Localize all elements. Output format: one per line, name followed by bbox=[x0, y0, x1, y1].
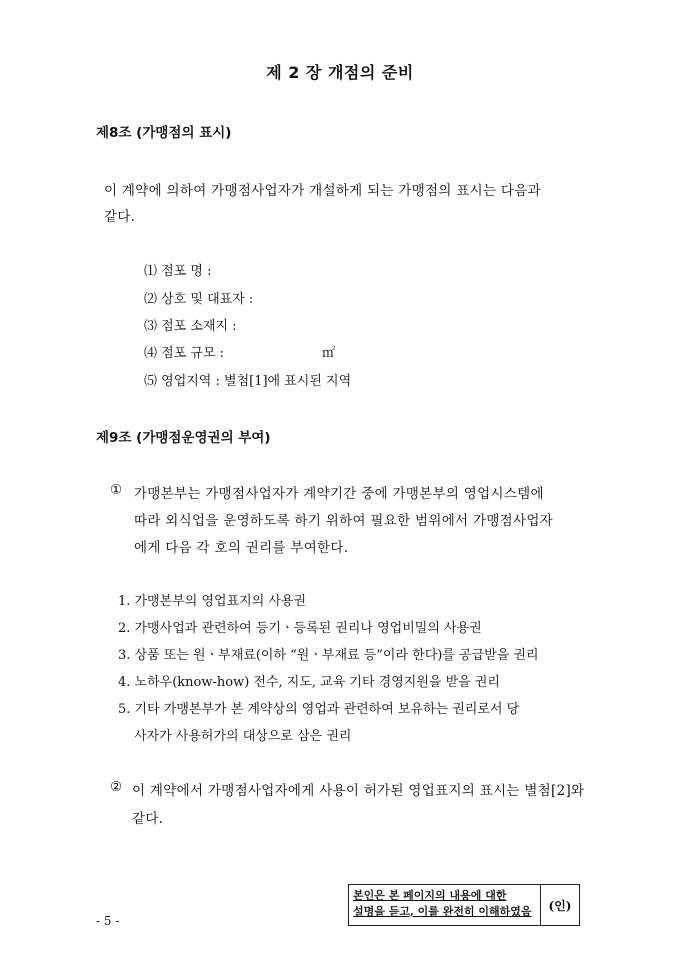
right-4: 4. 노하우(know-how) 전수, 지도, 교육 기타 경영지원을 받을 권리 bbox=[118, 675, 500, 690]
clause-2-line-2: 같다. bbox=[132, 811, 164, 827]
clause-1-line-3: 에게 다음 각 호의 권리를 부여한다. bbox=[134, 540, 349, 556]
article-8-paragraph-line-2: 같다. bbox=[104, 209, 136, 225]
right-5: 5. 기타 가맹본부가 본 계약상의 영업과 관련하여 보유하는 권리로서 당 bbox=[118, 702, 520, 717]
clause-1-marker: ① bbox=[110, 482, 123, 498]
article-8-item-territory: ⑸ 영업지역 : 별첨[1]에 표시된 지역 bbox=[144, 374, 352, 389]
confirmation-statement bbox=[349, 885, 541, 925]
article-9-heading: 제9조 (가맹점운영권의 부여) bbox=[96, 430, 271, 446]
confirmation-box bbox=[348, 884, 580, 926]
article-8-item-size: ⑷ 점포 규모 : bbox=[144, 346, 225, 361]
right-2: 2. 가맹사업과 관련하여 등기ㆍ등록된 권리나 영업비밀의 사용권 bbox=[118, 621, 482, 636]
article-8-heading: 제8조 (가맹점의 표시) bbox=[96, 125, 232, 141]
article-8-item-trade-name: ⑵ 상호 및 대표자 : bbox=[144, 292, 254, 307]
confirmation-line-2: 설명을 듣고, 이를 완전히 이해하였음 bbox=[353, 905, 532, 918]
right-5-continuation: 사자가 사용허가의 대상으로 삼은 권리 bbox=[134, 729, 352, 744]
clause-2-line-1: 이 계약에서 가맹점사업자에게 사용이 허가된 영업표지의 표시는 별첨[2]와 bbox=[132, 783, 585, 799]
clause-1-line-2: 따라 외식업을 운영하도록 하기 위하여 필요한 범위에서 가맹점사업자 bbox=[134, 513, 554, 529]
article-8-item-location: ⑶ 점포 소재지 : bbox=[144, 319, 237, 334]
article-8-paragraph-line-1: 이 계약에 의하여 가맹점사업자가 개설하게 되는 가맹점의 표시는 다음과 bbox=[104, 183, 541, 199]
right-1: 1. 가맹본부의 영업표지의 사용권 bbox=[118, 594, 307, 609]
chapter-title: 제 2 장 개점의 준비 bbox=[266, 63, 414, 82]
right-3: 3. 상품 또는 원ㆍ부재료(이하 “원ㆍ부재료 등”이라 한다)를 공급받을 권리 bbox=[118, 648, 539, 663]
square-meter-unit: ㎡ bbox=[322, 346, 336, 361]
page-number: - 5 - bbox=[96, 914, 120, 928]
clause-2-marker: ② bbox=[110, 779, 123, 795]
confirmation-line-1: 본인은 본 페이지의 내용에 대한 bbox=[353, 889, 507, 902]
article-8-item-store-name: ⑴ 점포 명 : bbox=[144, 264, 212, 279]
seal-mark: (인) bbox=[548, 898, 572, 913]
clause-1-line-1: 가맹본부는 가맹점사업자가 계약기간 중에 가맹본부의 영업시스템에 bbox=[134, 486, 544, 502]
